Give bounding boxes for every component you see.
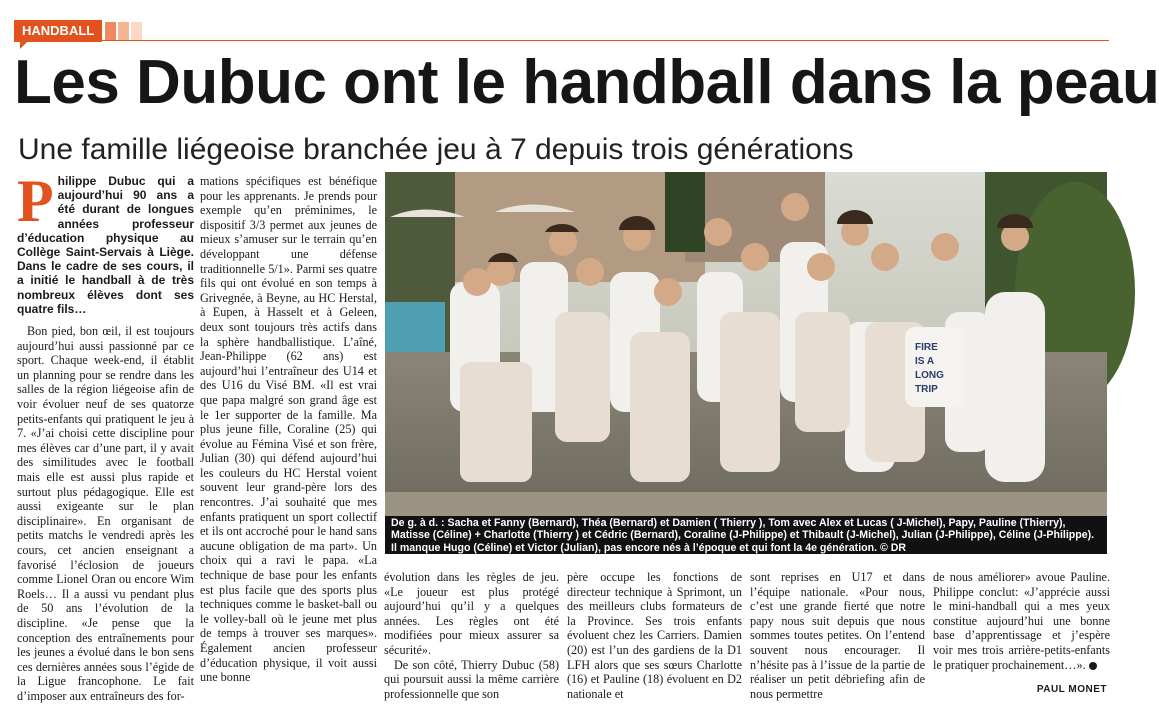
headline: Les Dubuc ont le handball dans la peau xyxy=(14,48,1159,117)
article-column-1 xyxy=(17,168,194,703)
rubric-label: HANDBALL xyxy=(14,20,102,42)
body-paragraph: sont reprises en U17 et dans l’équipe nationale. «Pour nous, c’est une grande fierté que notre papy nous suit depuis que nous sommes toutes petites. On l’entend souvent nous encourager. Il n’hésite pas à l’issue de la partie de réaliser un petit débriefing afin de nous permettre xyxy=(750,570,925,701)
tshirt-print: FIRE xyxy=(915,342,938,353)
subheadline: Une famille liégeoise branchée jeu à 7 depuis trois générations xyxy=(18,133,854,166)
article-column-3 xyxy=(384,570,559,701)
lead-text: hilippe Dubuc qui a aujourd’hui 90 ans a été durant de longues années professeur d’éducation physique au Collège Saint-Servais à Liège. Dans le cadre de ses cours, il a initié le handball à de très nombreux élèves dont ses quatre fils… xyxy=(17,174,194,316)
tshirt-print: LONG xyxy=(915,370,944,381)
body-paragraph xyxy=(933,570,1110,672)
tshirt-print: IS A xyxy=(915,356,935,367)
article-column-6 xyxy=(933,570,1110,682)
rubric-square xyxy=(118,22,129,40)
body-paragraph: Bon pied, bon œil, il est toujours aujourd’hui aussi passionné par ce sport. Chaque week-end, il établit un planning pour se rendre dans les salles de la région liégeoise afin de voir évoluer neuf de ses quatorze petits-enfants qui pratiquent le jeu à 7. «J’ai choisi cette discipline pour mes élèves car d’une part, il y avait des similitudes avec le football mais elle est aussi plus rapide et surtout plus pédagogique. Elle est aussi exigeante sur le plan disciplinaire». En organisant de petits matchs le vendredi après les cours, cet ancien enseignant a favorisé l’éclosion de joueurs comme Lionel Oran ou encore Wim Roels… Il a aussi vu pendant plus de 50 ans l’évolution de la discipline. «Je pense que la conception des entraînements pour les jeunes a évolué dans le bon sens ces dernières années sous l’égide de la Ligue francophone. Le fait d’imposer aux entraîneurs des for- xyxy=(17,324,194,703)
body-paragraph: père occupe les fonctions de directeur technique à Sprimont, un des meilleurs clubs formateurs de la Province. Ses trois enfants évoluent chez les Carriers. Damien (20) est l’un des gardiens de la D1 LFH alors que ses sœurs Charlotte (16) et Pauline (18) évoluent en D2 nationale et xyxy=(567,570,742,701)
body-paragraph: De son côté, Thierry Dubuc (58) qui poursuit aussi la même carrière professionnelle que son xyxy=(384,657,559,701)
article-column-2 xyxy=(200,174,377,694)
end-mark-icon xyxy=(1089,662,1097,670)
lead-paragraph xyxy=(17,168,194,316)
body-paragraph: mations spécifiques est bénéfique pour les apprenants. Je prends pour exemple qu’en préminimes, le dispositif 3/3 permet aux jeunes de mieux s’amuser sur le terrain qu’en développant une défense traditionnelle 5/1». Parmi ses quatre fils qui ont évolué en son temps à Grivegnée, à Beyne, au HC Herstal, à Eupen, à Hasselt et à Geleen, deux sont toujours très actifs dans la sphère handballistique. L’aîné, Jean-Philippe (62 ans) est aujourd’hui l’entraîneur des U14 et des U16 du Visé BM. «Il est vrai que papa malgré son grand âge est le 1er supporter de la famille. Ma plus jeune fille, Coraline (25) qui évolue au Fémina Visé et son frère, Julian (30) qui défend aujourd’hui les couleurs du HC Herstal voient souvent leur grand-père lors des rencontres. J’ai souhaité que mes enfants pratiquent un sport collectif et ils ont accroché pour le hand sans aucune obligation de ma part». Un choix qui a ravi le papa. «La technique de base pour les enfants est plus facile que des sports plus techniques comme le basket-ball ou le volley-ball où le jeune met plus de temps à trouver ses marques». Également ancien professeur d’éducation physique, il voit aussi une bonne xyxy=(200,174,377,685)
tshirt-print: TRIP xyxy=(915,384,938,395)
family-photo xyxy=(385,172,1107,516)
body-text: de nous améliorer» avoue Pauline. Philippe conclut: «J’apprécie aussi le mini-handball qui a mes yeux constitue aujourd’hui une bonne base d’apprentissage et j’espère voir mes trois arrière-petits-enfants le pratiquer prochainement…». xyxy=(933,570,1110,672)
drop-cap: P xyxy=(17,168,54,234)
author-signature: PAUL MONET xyxy=(1036,684,1107,695)
rubric-divider xyxy=(14,40,1109,41)
section-rubric xyxy=(14,20,142,42)
photo-caption: De g. à d. : Sacha et Fanny (Bernard), Théa (Bernard) et Damien ( Thierry ), Tom avec Alex et Lucas ( J-Michel), Papy, Pauline (Thierry), Matisse (Céline) + Charlotte (Thierry ) et Cédric (Bernard), Coraline (J-Philippe) et Thibault (J-Michel), Julian (J-Philippe), Céline (J-Philippe). Il manque Hugo (Céline) et Victor (Julian), pas encore nés à l’époque et qui font la 4e génération. © DR xyxy=(385,516,1107,554)
rubric-square xyxy=(105,22,116,40)
article-column-5 xyxy=(750,570,925,701)
body-paragraph: évolution dans les règles de jeu. «Le joueur est plus protégé aujourd’hui qu’il y a quelques années. Les règles ont été modifiées pour mieux assurer sa sécurité». xyxy=(384,570,559,657)
article-column-4 xyxy=(567,570,742,701)
rubric-square xyxy=(131,22,142,40)
